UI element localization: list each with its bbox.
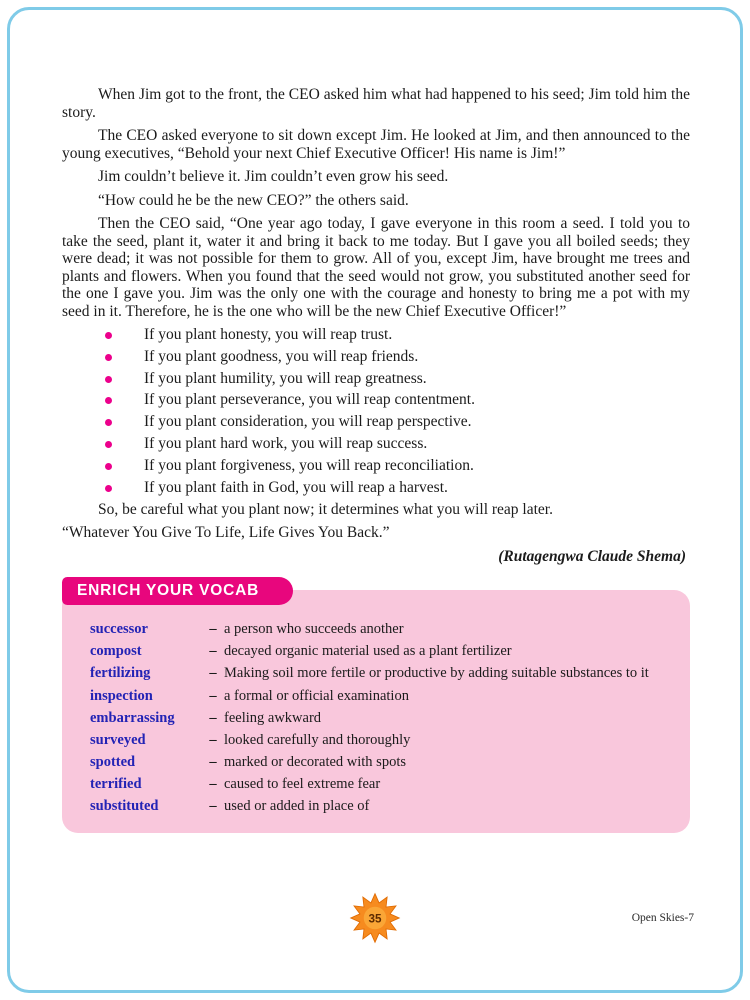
- vocab-entry: [76, 753, 674, 771]
- moral-bullet-list: [105, 326, 690, 497]
- story-paragraph: Jim couldn’t believe it. Jim couldn’t even grow his seed.: [98, 168, 449, 185]
- page-content: [62, 86, 690, 833]
- bullet-text: If you plant consideration, you will reap perspective.: [144, 413, 472, 431]
- bullet-dot-icon: [105, 441, 112, 448]
- bullet-item: [105, 326, 690, 344]
- book-title: Open Skies-7: [631, 912, 694, 924]
- bullet-text: If you plant faith in God, you will reap a harvest.: [144, 478, 448, 496]
- vocab-dash: –: [209, 621, 217, 638]
- bullet-dot-icon: [105, 397, 112, 404]
- vocab-entry: [76, 687, 674, 705]
- bullet-dot-icon: [105, 419, 112, 426]
- vocab-dash: –: [209, 709, 217, 726]
- page-number: 35: [368, 912, 382, 926]
- vocab-word: compost: [90, 643, 142, 660]
- vocab-definition: used or added in place of: [224, 798, 370, 815]
- bullet-text: If you plant perseverance, you will reap contentment.: [144, 391, 475, 409]
- bullet-dot-icon: [105, 332, 112, 339]
- bullet-item: [105, 348, 690, 366]
- author-attribution: (Rutagengwa Claude Shema): [498, 548, 686, 566]
- vocab-word: substituted: [90, 798, 159, 815]
- bullet-text: If you plant hard work, you will reap success.: [144, 435, 428, 453]
- vocab-entry: [76, 775, 674, 793]
- bullet-item: [105, 391, 690, 409]
- vocab-dash: –: [209, 753, 217, 770]
- bullet-item: [105, 370, 690, 388]
- vocab-definition: a person who succeeds another: [224, 621, 404, 638]
- bullet-text: If you plant goodness, you will reap friends.: [144, 347, 419, 365]
- vocab-definition: feeling awkward: [224, 709, 322, 726]
- closing-paragraph: So, be careful what you plant now; it determines what you will reap later.: [98, 500, 553, 518]
- vocab-entry: [76, 709, 674, 727]
- vocab-entry: [76, 620, 674, 638]
- bullet-text: If you plant forgiveness, you will reap reconciliation.: [144, 456, 474, 474]
- vocab-dash: –: [209, 687, 217, 704]
- vocab-definition: caused to feel extreme fear: [224, 776, 381, 792]
- bullet-dot-icon: [105, 354, 112, 361]
- vocab-word: terrified: [90, 776, 142, 792]
- page-number-star-icon: [349, 892, 401, 944]
- vocab-entry: [76, 664, 674, 682]
- vocab-dash: –: [209, 776, 217, 792]
- vocab-definition: Making soil more fertile or productive by adding suitable substances to it: [224, 665, 649, 682]
- vocab-section: [62, 582, 690, 833]
- vocab-word: surveyed: [90, 731, 146, 748]
- bullet-item: [105, 479, 690, 497]
- vocab-dash: –: [209, 665, 217, 682]
- bullet-item: [105, 413, 690, 431]
- vocab-entry: [76, 642, 674, 660]
- vocab-word: inspection: [90, 687, 153, 704]
- vocab-word: successor: [90, 621, 148, 638]
- bullet-item: [105, 457, 690, 475]
- bullet-dot-icon: [105, 376, 112, 383]
- bullet-text: If you plant humility, you will reap greatness.: [144, 369, 427, 387]
- vocab-word: fertilizing: [90, 665, 151, 682]
- vocab-definition: marked or decorated with spots: [224, 753, 407, 770]
- vocab-dash: –: [209, 798, 217, 815]
- vocab-dash: –: [209, 731, 217, 748]
- bullet-item: [105, 435, 690, 453]
- story-paragraph: The CEO asked everyone to sit down except Jim. He looked at Jim, and then announced to the young executives, “Behold your next Chief Executive Officer! His name is Jim!”: [62, 127, 690, 162]
- vocab-dash: –: [209, 643, 217, 660]
- bullet-dot-icon: [105, 485, 112, 492]
- story-paragraph: When Jim got to the front, the CEO asked him what had happened to his seed; Jim told him the story.: [62, 86, 690, 121]
- vocab-entry: [76, 731, 674, 749]
- story-paragraph: Then the CEO said, “One year ago today, I gave everyone in this room a seed. I told you to take the seed, plant it, water it and bring it back to me today. But I gave you all boiled seeds; they were dead; it was not possible for them to grow. All of you, except Jim, have brought me trees and plants and flowers. When you found that the seed would not grow, you substituted another seed for the one I gave you. Jim was the only one with the courage and honesty to bring me a pot with my seed in it. Therefore, he is the one who will be the new Chief Executive Officer!”: [62, 215, 690, 320]
- vocab-section-header: ENRICH YOUR VOCAB: [62, 577, 293, 605]
- bullet-dot-icon: [105, 463, 112, 470]
- vocab-definition: looked carefully and thoroughly: [224, 731, 411, 748]
- quote-line: “Whatever You Give To Life, Life Gives You Back.”: [62, 524, 390, 542]
- vocab-word: spotted: [90, 753, 136, 770]
- vocab-definition: a formal or official examination: [224, 687, 409, 704]
- vocab-word: embarrassing: [90, 709, 175, 726]
- bullet-text: If you plant honesty, you will reap trust.: [144, 326, 393, 343]
- vocab-definition: decayed organic material used as a plant fertilizer: [224, 643, 512, 660]
- vocab-entry: [76, 797, 674, 815]
- story-paragraph: “How could he be the new CEO?” the others said.: [98, 191, 409, 209]
